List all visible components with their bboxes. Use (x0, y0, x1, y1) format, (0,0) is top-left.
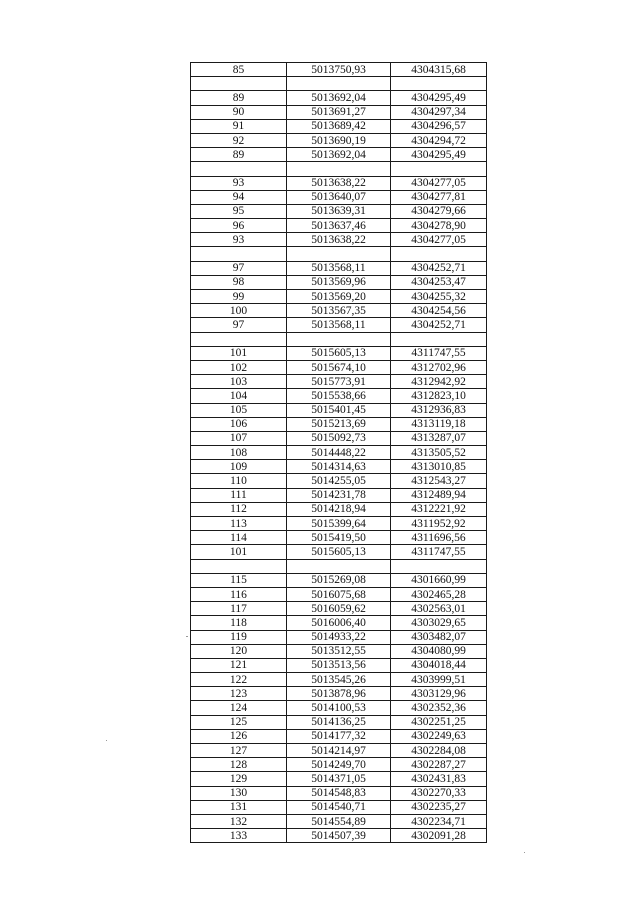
table-row (191, 105, 487, 119)
x-coordinate-cell: 5014218,94 (287, 502, 391, 516)
x-coordinate-cell: 5015674,10 (287, 360, 391, 374)
x-coordinate-cell: 5014933,22 (287, 630, 391, 644)
x-coordinate-cell (287, 332, 391, 346)
x-coordinate-cell: 5013545,26 (287, 673, 391, 687)
x-coordinate-cell: 5016059,62 (287, 602, 391, 616)
x-coordinate-cell: 5013568,11 (287, 261, 391, 275)
x-coordinate-cell: 5016075,68 (287, 587, 391, 601)
table-row (191, 77, 487, 91)
point-number-cell: 123 (191, 687, 287, 701)
x-coordinate-cell: 5015773,91 (287, 375, 391, 389)
point-number-cell: 107 (191, 431, 287, 445)
y-coordinate-cell: 4312543,27 (391, 474, 487, 488)
x-coordinate-cell: 5013639,31 (287, 204, 391, 218)
table-row (191, 389, 487, 403)
table-row (191, 602, 487, 616)
point-number-cell (191, 247, 287, 261)
y-coordinate-cell (391, 162, 487, 176)
y-coordinate-cell: 4302284,08 (391, 744, 487, 758)
point-number-cell: 95 (191, 204, 287, 218)
table-row (191, 63, 487, 77)
y-coordinate-cell: 4311952,92 (391, 517, 487, 531)
point-number-cell: 99 (191, 290, 287, 304)
y-coordinate-cell: 4302091,28 (391, 829, 487, 843)
x-coordinate-cell (287, 247, 391, 261)
point-number-cell: 101 (191, 346, 287, 360)
point-number-cell: 105 (191, 403, 287, 417)
y-coordinate-cell: 4311696,56 (391, 531, 487, 545)
point-number-cell: 129 (191, 772, 287, 786)
table-row (191, 219, 487, 233)
y-coordinate-cell: 4302563,01 (391, 602, 487, 616)
table-row (191, 403, 487, 417)
x-coordinate-cell: 5013569,96 (287, 275, 391, 289)
table-row (191, 814, 487, 828)
y-coordinate-cell: 4313119,18 (391, 417, 487, 431)
point-number-cell: 116 (191, 587, 287, 601)
y-coordinate-cell: 4311747,55 (391, 346, 487, 360)
x-coordinate-cell (287, 162, 391, 176)
y-coordinate-cell: 4302235,27 (391, 800, 487, 814)
x-coordinate-cell: 5013692,04 (287, 91, 391, 105)
point-number-cell: 85 (191, 63, 287, 77)
y-coordinate-cell: 4304279,66 (391, 204, 487, 218)
table-row (191, 729, 487, 743)
y-coordinate-cell: 4312942,92 (391, 375, 487, 389)
y-coordinate-cell: 4302270,33 (391, 786, 487, 800)
table-row (191, 531, 487, 545)
y-coordinate-cell: 4302431,83 (391, 772, 487, 786)
point-number-cell: 94 (191, 190, 287, 204)
y-coordinate-cell: 4304018,44 (391, 658, 487, 672)
table-row (191, 502, 487, 516)
table-row (191, 800, 487, 814)
point-number-cell: 125 (191, 715, 287, 729)
y-coordinate-cell (391, 332, 487, 346)
y-coordinate-cell: 4313287,07 (391, 431, 487, 445)
y-coordinate-cell (391, 559, 487, 573)
y-coordinate-cell: 4304296,57 (391, 119, 487, 133)
point-number-cell: 108 (191, 446, 287, 460)
point-number-cell: 121 (191, 658, 287, 672)
table-row (191, 190, 487, 204)
table-row (191, 630, 487, 644)
x-coordinate-cell (287, 77, 391, 91)
x-coordinate-cell: 5013569,20 (287, 290, 391, 304)
point-number-cell: 130 (191, 786, 287, 800)
y-coordinate-cell: 4304294,72 (391, 133, 487, 147)
y-coordinate-cell: 4312489,94 (391, 488, 487, 502)
y-coordinate-cell: 4302287,27 (391, 758, 487, 772)
table-row (191, 204, 487, 218)
table-row (191, 644, 487, 658)
x-coordinate-cell: 5014100,53 (287, 701, 391, 715)
x-coordinate-cell: 5013638,22 (287, 176, 391, 190)
point-number-cell: 112 (191, 502, 287, 516)
y-coordinate-cell: 4301660,99 (391, 573, 487, 587)
x-coordinate-cell: 5015399,64 (287, 517, 391, 531)
y-coordinate-cell: 4312936,83 (391, 403, 487, 417)
table-row (191, 744, 487, 758)
y-coordinate-cell: 4312221,92 (391, 502, 487, 516)
y-coordinate-cell: 4304277,05 (391, 233, 487, 247)
y-coordinate-cell: 4302251,25 (391, 715, 487, 729)
table-row (191, 233, 487, 247)
y-coordinate-cell: 4303129,96 (391, 687, 487, 701)
point-number-cell: 102 (191, 360, 287, 374)
y-coordinate-cell: 4303999,51 (391, 673, 487, 687)
point-number-cell: 97 (191, 318, 287, 332)
point-number-cell: 115 (191, 573, 287, 587)
x-coordinate-cell: 5013567,35 (287, 304, 391, 318)
table-row (191, 517, 487, 531)
y-coordinate-cell: 4313505,52 (391, 446, 487, 460)
x-coordinate-cell: 5013513,56 (287, 658, 391, 672)
point-number-cell: 96 (191, 219, 287, 233)
x-coordinate-cell: 5013690,19 (287, 133, 391, 147)
x-coordinate-cell: 5014371,05 (287, 772, 391, 786)
table-row (191, 346, 487, 360)
point-number-cell: 117 (191, 602, 287, 616)
x-coordinate-cell: 5013637,46 (287, 219, 391, 233)
table-row (191, 148, 487, 162)
table-row (191, 559, 487, 573)
y-coordinate-cell: 4302465,28 (391, 587, 487, 601)
x-coordinate-cell: 5014255,05 (287, 474, 391, 488)
point-number-cell: 128 (191, 758, 287, 772)
x-coordinate-cell: 5015538,66 (287, 389, 391, 403)
table-row (191, 275, 487, 289)
x-coordinate-cell: 5015605,13 (287, 346, 391, 360)
point-number-cell: 132 (191, 814, 287, 828)
coordinates-table-body (191, 63, 487, 843)
y-coordinate-cell: 4304277,05 (391, 176, 487, 190)
y-coordinate-cell: 4304080,99 (391, 644, 487, 658)
point-number-cell: 118 (191, 616, 287, 630)
y-coordinate-cell: 4304277,81 (391, 190, 487, 204)
x-coordinate-cell: 5014540,71 (287, 800, 391, 814)
y-coordinate-cell: 4304253,47 (391, 275, 487, 289)
point-number-cell: 93 (191, 233, 287, 247)
y-coordinate-cell: 4304255,32 (391, 290, 487, 304)
point-number-cell: 119 (191, 630, 287, 644)
x-coordinate-cell: 5014231,78 (287, 488, 391, 502)
point-number-cell: 111 (191, 488, 287, 502)
point-number-cell: 103 (191, 375, 287, 389)
point-number-cell: 101 (191, 545, 287, 559)
x-coordinate-cell: 5015092,73 (287, 431, 391, 445)
point-number-cell: 122 (191, 673, 287, 687)
point-number-cell: 133 (191, 829, 287, 843)
x-coordinate-cell: 5014177,32 (287, 729, 391, 743)
point-number-cell: 109 (191, 460, 287, 474)
x-coordinate-cell: 5014548,83 (287, 786, 391, 800)
table-row (191, 488, 487, 502)
table-row (191, 446, 487, 460)
y-coordinate-cell: 4304295,49 (391, 91, 487, 105)
point-number-cell: 114 (191, 531, 287, 545)
x-coordinate-cell: 5014214,97 (287, 744, 391, 758)
table-row (191, 573, 487, 587)
table-row (191, 119, 487, 133)
table-row (191, 318, 487, 332)
y-coordinate-cell: 4302352,36 (391, 701, 487, 715)
y-coordinate-cell: 4312823,10 (391, 389, 487, 403)
table-row (191, 133, 487, 147)
y-coordinate-cell (391, 247, 487, 261)
x-coordinate-cell: 5013750,93 (287, 63, 391, 77)
table-row (191, 715, 487, 729)
scan-speck (524, 852, 525, 853)
table-row (191, 375, 487, 389)
point-number-cell: 131 (191, 800, 287, 814)
y-coordinate-cell: 4302249,63 (391, 729, 487, 743)
table-row (191, 91, 487, 105)
y-coordinate-cell: 4312702,96 (391, 360, 487, 374)
table-row (191, 431, 487, 445)
x-coordinate-cell: 5014249,70 (287, 758, 391, 772)
table-row (191, 332, 487, 346)
table-row (191, 247, 487, 261)
point-number-cell: 106 (191, 417, 287, 431)
table-row (191, 261, 487, 275)
x-coordinate-cell: 5013512,55 (287, 644, 391, 658)
point-number-cell (191, 77, 287, 91)
point-number-cell: 120 (191, 644, 287, 658)
x-coordinate-cell: 5013692,04 (287, 148, 391, 162)
point-number-cell: 97 (191, 261, 287, 275)
table-row (191, 417, 487, 431)
table-row (191, 587, 487, 601)
point-number-cell (191, 162, 287, 176)
y-coordinate-cell: 4302234,71 (391, 814, 487, 828)
point-number-cell: 124 (191, 701, 287, 715)
y-coordinate-cell: 4303482,07 (391, 630, 487, 644)
y-coordinate-cell: 4304297,34 (391, 105, 487, 119)
y-coordinate-cell: 4313010,85 (391, 460, 487, 474)
point-number-cell: 104 (191, 389, 287, 403)
table-row (191, 304, 487, 318)
table-row (191, 658, 487, 672)
y-coordinate-cell: 4304252,71 (391, 261, 487, 275)
point-number-cell: 92 (191, 133, 287, 147)
table-row (191, 545, 487, 559)
scan-speck (106, 740, 107, 741)
point-number-cell: 93 (191, 176, 287, 190)
y-coordinate-cell: 4311747,55 (391, 545, 487, 559)
x-coordinate-cell: 5015419,50 (287, 531, 391, 545)
point-number-cell: 126 (191, 729, 287, 743)
x-coordinate-cell: 5013691,27 (287, 105, 391, 119)
x-coordinate-cell: 5013638,22 (287, 233, 391, 247)
x-coordinate-cell: 5013689,42 (287, 119, 391, 133)
point-number-cell: 110 (191, 474, 287, 488)
x-coordinate-cell: 5016006,40 (287, 616, 391, 630)
x-coordinate-cell: 5013878,96 (287, 687, 391, 701)
y-coordinate-cell: 4304252,71 (391, 318, 487, 332)
table-row (191, 290, 487, 304)
table-row (191, 673, 487, 687)
x-coordinate-cell: 5013568,11 (287, 318, 391, 332)
point-number-cell: 98 (191, 275, 287, 289)
x-coordinate-cell: 5014314,63 (287, 460, 391, 474)
y-coordinate-cell: 4304278,90 (391, 219, 487, 233)
table-row (191, 162, 487, 176)
table-row (191, 616, 487, 630)
point-number-cell: 91 (191, 119, 287, 133)
y-coordinate-cell: 4304254,56 (391, 304, 487, 318)
point-number-cell: 89 (191, 91, 287, 105)
x-coordinate-cell: 5014507,39 (287, 829, 391, 843)
point-number-cell (191, 332, 287, 346)
x-coordinate-cell: 5013640,07 (287, 190, 391, 204)
x-coordinate-cell: 5014136,25 (287, 715, 391, 729)
x-coordinate-cell: 5014448,22 (287, 446, 391, 460)
table-row (191, 701, 487, 715)
x-coordinate-cell (287, 559, 391, 573)
x-coordinate-cell: 5014554,89 (287, 814, 391, 828)
table-row (191, 360, 487, 374)
point-number-cell: 90 (191, 105, 287, 119)
scan-speck (186, 636, 188, 637)
point-number-cell: 100 (191, 304, 287, 318)
x-coordinate-cell: 5015269,08 (287, 573, 391, 587)
table-row (191, 176, 487, 190)
point-number-cell: 113 (191, 517, 287, 531)
y-coordinate-cell (391, 77, 487, 91)
table-row (191, 786, 487, 800)
table-row (191, 772, 487, 786)
x-coordinate-cell: 5015401,45 (287, 403, 391, 417)
point-number-cell (191, 559, 287, 573)
x-coordinate-cell: 5015605,13 (287, 545, 391, 559)
table-row (191, 829, 487, 843)
x-coordinate-cell: 5015213,69 (287, 417, 391, 431)
y-coordinate-cell: 4303029,65 (391, 616, 487, 630)
table-row (191, 687, 487, 701)
table-row (191, 474, 487, 488)
table-row (191, 460, 487, 474)
coordinates-table (190, 62, 487, 843)
point-number-cell: 89 (191, 148, 287, 162)
y-coordinate-cell: 4304295,49 (391, 148, 487, 162)
y-coordinate-cell: 4304315,68 (391, 63, 487, 77)
table-row (191, 758, 487, 772)
point-number-cell: 127 (191, 744, 287, 758)
